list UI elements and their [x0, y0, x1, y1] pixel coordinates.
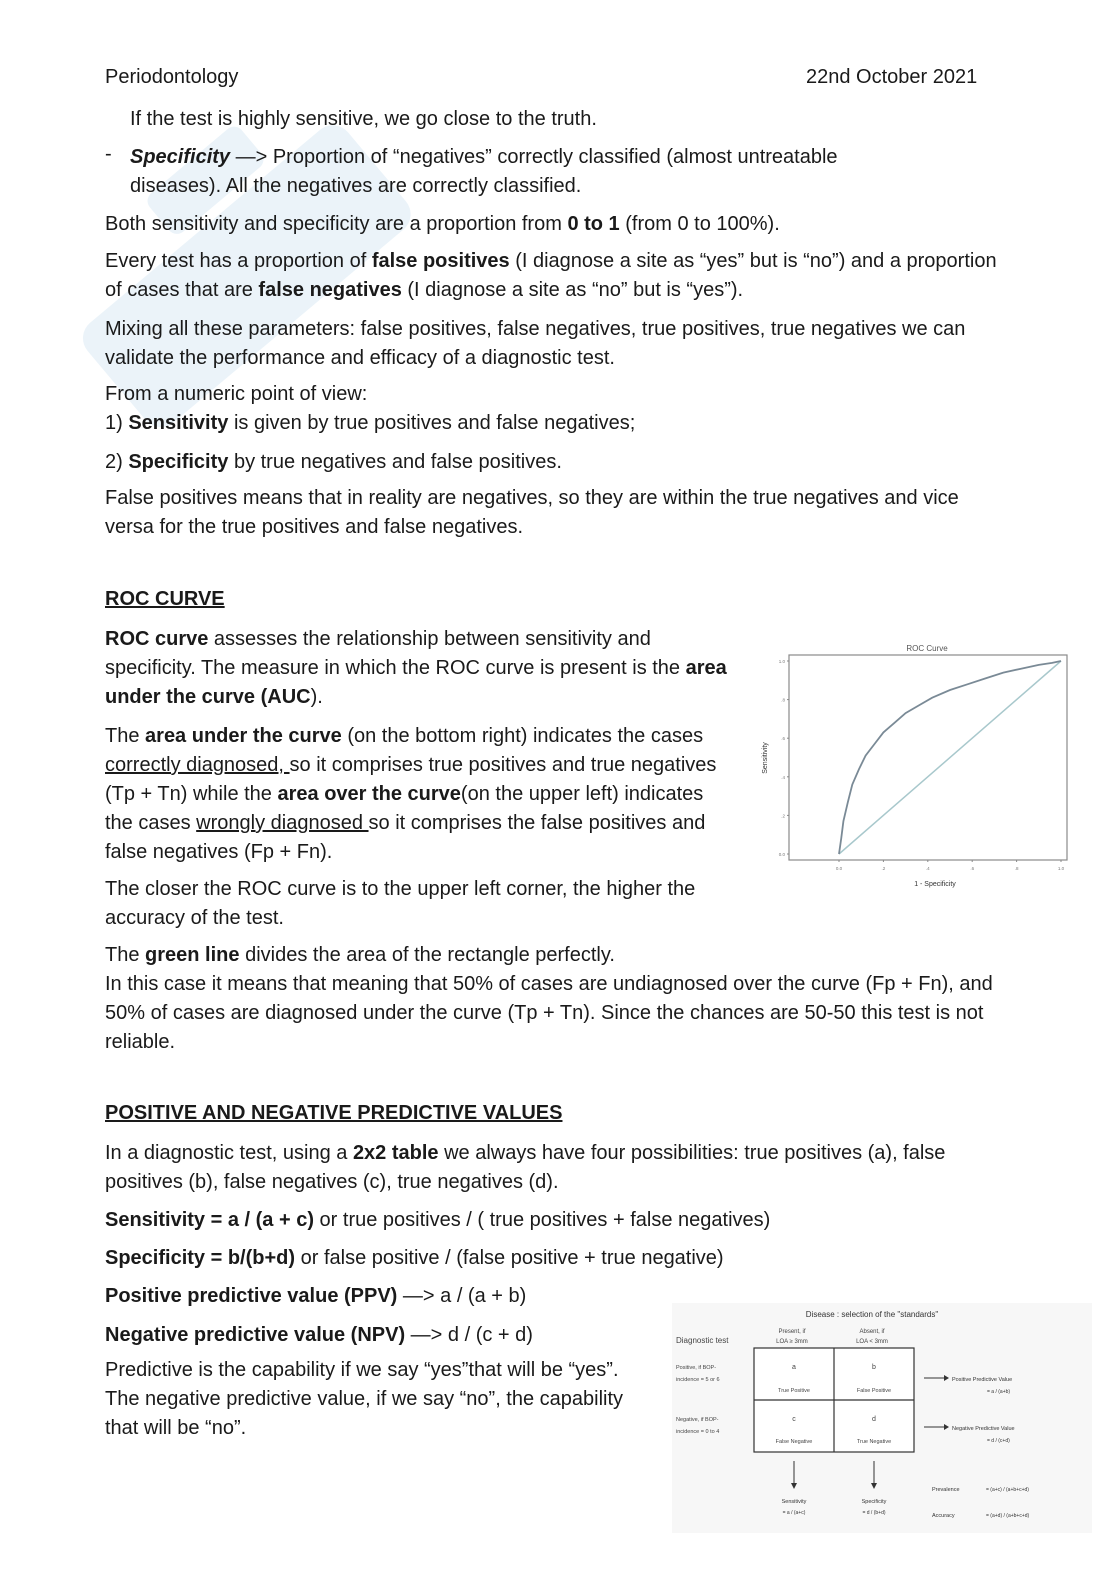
x-tick-label: .2 [881, 866, 886, 871]
table-row-header: Diagnostic test [676, 1336, 729, 1345]
text: (I diagnose a site as “yes” but is “no”) and a proportion of cases that are [105, 250, 997, 301]
text: (I diagnose a site as “no” but is “yes”). [401, 279, 744, 301]
row1-label-a: Positive, if BOP- [676, 1365, 717, 1371]
text: (on the bottom right) indicates the cases [341, 725, 704, 747]
x-tick-label: .4 [925, 866, 930, 871]
bold-text: 0 to 1 [567, 213, 620, 235]
bullet-dash: - [105, 143, 112, 165]
two-by-two-table-figure [672, 1303, 1092, 1533]
x-axis-label: 1 - Specificity [914, 881, 956, 888]
specificity-small-label: Specificity [861, 1499, 887, 1505]
x-tick-label: .8 [1014, 866, 1019, 871]
para-false-meaning: False positives means that in reality are negatives, so they are within the true negatives and vice versa for the true positives and false negatives. [105, 487, 959, 538]
row1-label-b: incidence = 5 or 6 [676, 1377, 720, 1383]
list-item-1 [105, 409, 1005, 438]
bold-text: false positives [371, 250, 510, 272]
y-tick-label: .6 [781, 736, 785, 742]
plot-frame [789, 655, 1067, 860]
cell-d-label: True Negative [856, 1439, 892, 1445]
col1-header-b: LOA ≥ 3mm [776, 1339, 808, 1345]
bold-text: Specificity = b/(b+d) [105, 1247, 296, 1269]
underlined-text: wrongly diagnosed [196, 812, 369, 834]
x-tick-label: 1.0 [1057, 866, 1065, 871]
specificity-def-2: diseases). All the negatives are correctly classified. [130, 175, 582, 197]
y-tick-label: .4 [781, 774, 785, 780]
bold-text: area over the curve [277, 783, 461, 805]
cell-a: a [792, 1364, 796, 1371]
ppv-para-last: Predictive is the capability if we say “yes”that will be “yes”. The negative predictive value, if we say “no”, the capability that will be “no”. [105, 1359, 624, 1439]
prevalence-formula: = (a+c) / (a+b+c+d) [986, 1487, 1029, 1493]
bold-text: area under the curve [145, 725, 342, 747]
table-title: Disease : selection of the "standards" [805, 1310, 939, 1319]
col2-header-a: Absent, if [859, 1329, 885, 1335]
text: Both sensitivity and specificity are a proportion from [105, 213, 568, 235]
col1-header-a: Present, if [778, 1329, 806, 1335]
x-tick-label: .6 [970, 866, 975, 871]
bold-text: false negatives [258, 279, 402, 301]
text: —> d / (c + d) [405, 1324, 533, 1346]
roc-para-1 [105, 625, 730, 712]
prevalence-label: Prevalence [932, 1487, 960, 1493]
roc-chart-title: ROC Curve [906, 644, 948, 653]
ppv-formula [105, 1282, 665, 1311]
bold-text: area under the curve (AUC [105, 657, 727, 708]
npv-formula-small: = d / (c+d) [987, 1438, 1010, 1444]
roc-para-4 [105, 941, 1000, 970]
bold-text: Negative predictive value (NPV) [105, 1324, 406, 1346]
row2-label-b: incidence = 0 to 4 [676, 1429, 720, 1435]
header-date: 22nd October 2021 [806, 66, 978, 88]
text: by true negatives and false positives. [228, 451, 562, 473]
para-proportion [105, 210, 1005, 239]
bold-text: Specificity [128, 451, 229, 473]
npv-label: Negative Predictive Value [952, 1426, 1015, 1432]
text: assesses the relationship between sensitivity and specificity. The measure in which the ROC curve is present is the [105, 628, 686, 679]
y-tick-label: .2 [781, 813, 785, 819]
cell-c-label: False Negative [775, 1439, 813, 1445]
roc-chart [755, 638, 1085, 893]
y-axis-label: Sensitivity [762, 742, 769, 774]
sensitivity-formula [105, 1206, 1010, 1235]
text: ). [310, 686, 323, 708]
accuracy-formula: = (a+d) / (a+b+c+d) [986, 1513, 1030, 1519]
x-tick-label: 0.0 [835, 866, 843, 871]
para-numeric: From a numeric point of view: [105, 383, 368, 405]
sensitive-line: If the test is highly sensitive, we go close to the truth. [130, 108, 597, 130]
specificity-term: Specificity [130, 146, 231, 168]
para-false [105, 247, 1005, 305]
ppv-label: Positive Predictive Value [952, 1377, 1013, 1383]
text: we always have four possibilities: true positives (a), false positives (b), false negatives (c), true negatives (d). [105, 1142, 946, 1193]
roc-para-2 [105, 722, 730, 867]
roc-para-3: The closer the ROC curve is to the upper left corner, the higher the accuracy of the test. [105, 878, 696, 929]
list-item-2 [105, 448, 1005, 477]
ppv-formula-small: = a / (a+b) [987, 1389, 1011, 1395]
text: (from 0 to 100%). [619, 213, 780, 235]
bold-text: Sensitivity [128, 412, 229, 434]
roc-heading: ROC CURVE [105, 588, 225, 610]
bold-text: ROC curve [105, 628, 209, 650]
text: (on the upper left) indicates the cases [105, 783, 704, 834]
npv-formula [105, 1321, 665, 1350]
text: The [105, 944, 146, 966]
accuracy-label: Accuracy [932, 1513, 955, 1519]
text: so it comprises the false positives and false negatives (Fp + Fn). [105, 812, 706, 863]
bold-text: 2x2 table [352, 1142, 439, 1164]
text: The [105, 725, 146, 747]
bold-text: green line [145, 944, 240, 966]
bold-text: Positive predictive value (PPV) [105, 1285, 398, 1307]
text: In a diagnostic test, using a [105, 1142, 353, 1164]
text: 1) [105, 412, 129, 434]
text: is given by true positives and false negatives; [228, 412, 636, 434]
specificity-bullet [130, 143, 1010, 201]
text: Every test has a proportion of [105, 250, 372, 272]
cell-b-label: False Positive [856, 1388, 892, 1394]
text: —> a / (a + b) [397, 1285, 527, 1307]
text: so it comprises true positives and true negatives (Tp + Tn) while the [105, 754, 717, 805]
cell-b: b [872, 1364, 876, 1371]
sensitivity-small-formula: = a / (a+c) [782, 1510, 806, 1516]
text: or false positive / (false positive + true negative) [295, 1247, 724, 1269]
text: divides the area of the rectangle perfectly. [239, 944, 615, 966]
col2-header-b: LOA < 3mm [856, 1339, 888, 1345]
header-subject: Periodontology [105, 66, 239, 88]
cell-a-label: True Positive [778, 1388, 810, 1394]
specificity-def-1: —> Proportion of “negatives” correctly classified (almost untreatable [230, 146, 838, 168]
text: or true positives / ( true positives + false negatives) [313, 1209, 771, 1231]
y-tick-label: .8 [781, 697, 785, 703]
cell-d: d [872, 1416, 876, 1423]
row2-label-a: Negative, if BOP- [676, 1417, 719, 1423]
specificity-formula [105, 1244, 1010, 1273]
ppv-heading: POSITIVE AND NEGATIVE PREDICTIVE VALUES [105, 1102, 563, 1124]
ppv-para-1 [105, 1139, 1010, 1197]
underlined-text: correctly diagnosed, [105, 754, 290, 776]
cell-c: c [792, 1416, 796, 1423]
y-tick-label: 0.0 [778, 852, 785, 857]
y-tick-label: 1.0 [778, 659, 785, 664]
specificity-small-formula: = d / (b+d) [862, 1510, 886, 1516]
bold-text: Sensitivity = a / (a + c) [105, 1209, 314, 1231]
roc-para-5: In this case it means that meaning that 50% of cases are undiagnosed over the curve (Fp + Fn), and 50% of cases are diagnosed under the curve (Tp + Tn). Since the chances are 50-50 this test is not reliable. [105, 973, 993, 1053]
para-mixing: Mixing all these parameters: false positives, false negatives, true positives, true negatives we can validate the performance and efficacy of a diagnostic test. [105, 318, 966, 369]
text: 2) [105, 451, 129, 473]
sensitivity-small-label: Sensitivity [781, 1499, 807, 1505]
